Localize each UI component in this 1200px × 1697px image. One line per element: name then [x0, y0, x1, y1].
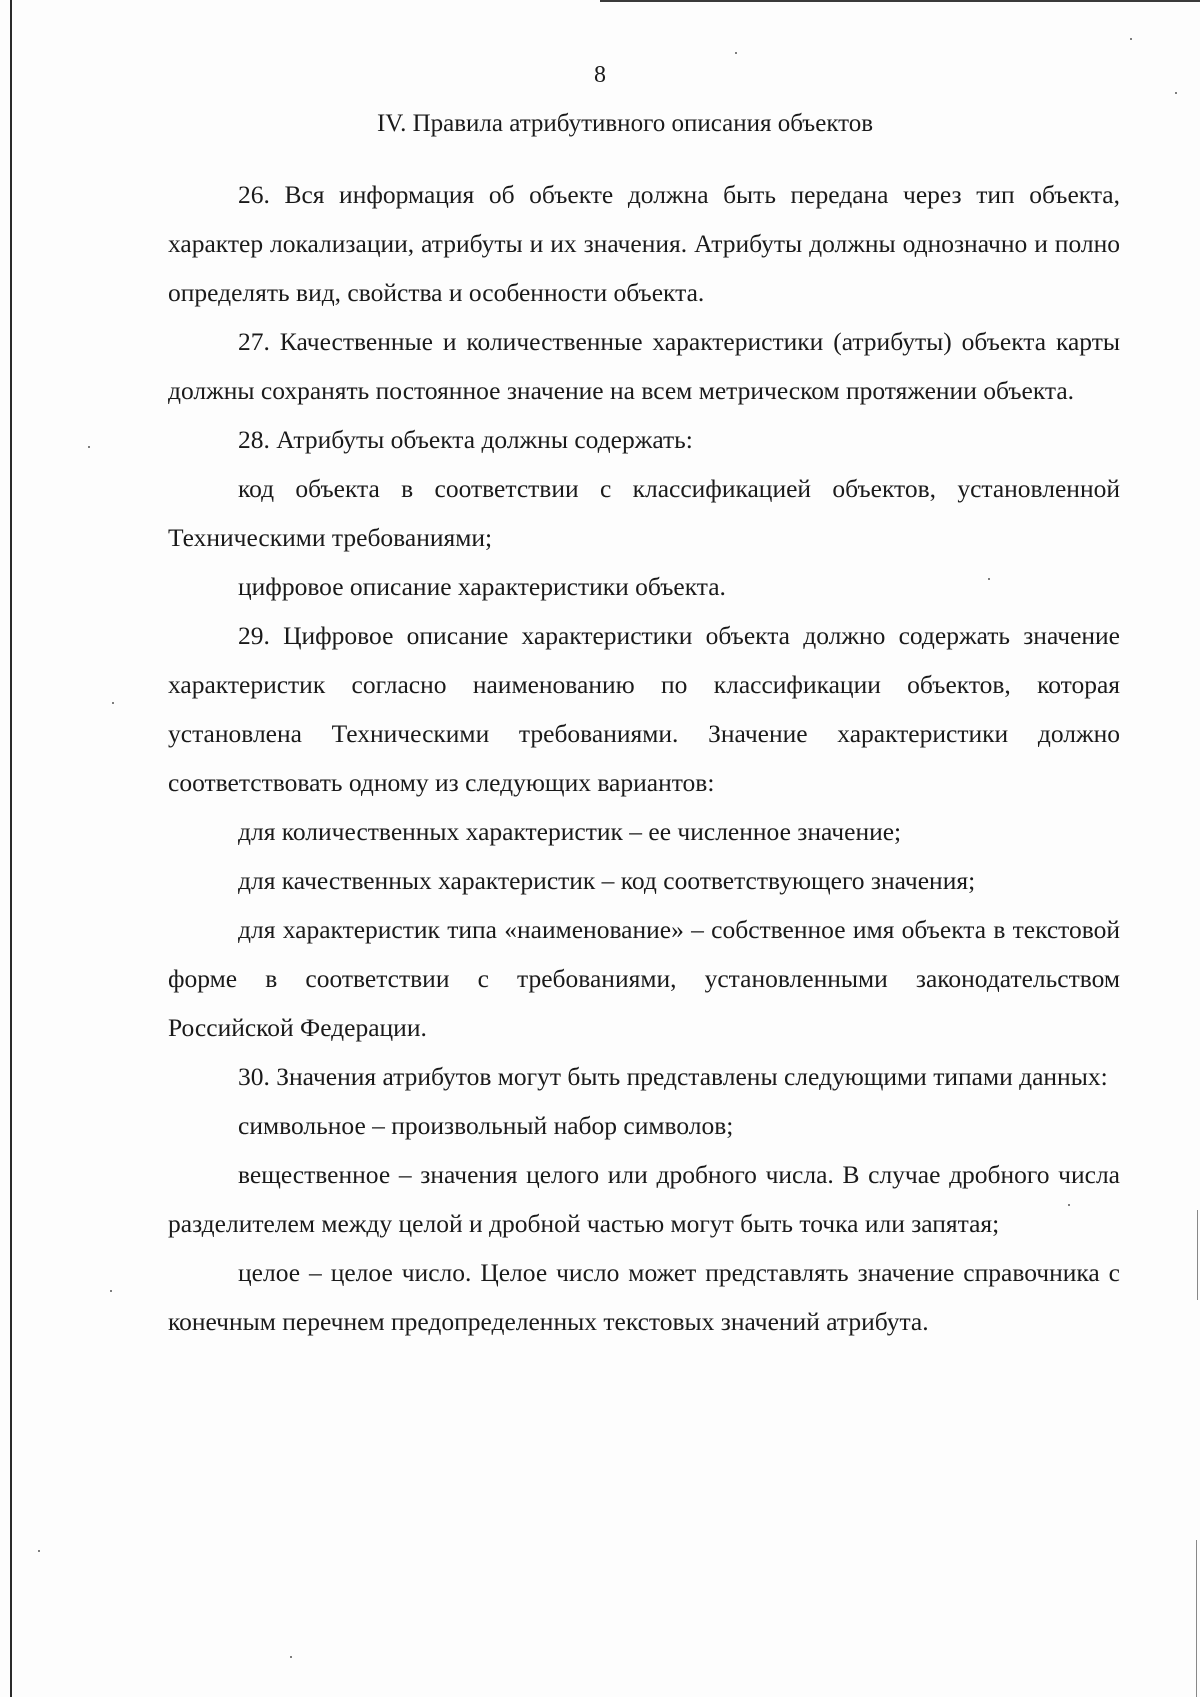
- list-item: для качественных характеристик – код соответствующего значения;: [238, 866, 976, 895]
- paragraph-27: 27. Качественные и количественные характеристики (атрибуты) объекта карты должны сохранять постоянное значение на всем метрическом протяжении объекта.: [168, 327, 1120, 405]
- list-item: для характеристик типа «наименование» – собственное имя объекта в текстовой форме в соответствии с требованиями, установленными законодательством Российской Федерации.: [168, 915, 1120, 1042]
- section-title: IV. Правила атрибутивного описания объектов: [376, 110, 874, 137]
- scan-speck: [290, 1656, 292, 1658]
- scan-left-edge: [10, 0, 12, 1697]
- scan-speck: [1130, 38, 1132, 40]
- list-item: символьное – произвольный набор символов;: [238, 1111, 734, 1140]
- paragraph-29: 29. Цифровое описание характеристики объекта должно содержать значение характеристик согласно наименованию по классификации объектов, которая установлена Техническими требованиями. Значение характеристики должно соответствовать одному из следующих вариантов:: [168, 621, 1120, 797]
- scan-right-mark: [1196, 1540, 1197, 1697]
- scan-speck: [38, 1550, 40, 1552]
- list-item: цифровое описание характеристики объекта.: [238, 572, 726, 601]
- scan-speck: [110, 1290, 112, 1292]
- list-item: для количественных характеристик – ее численное значение;: [238, 817, 902, 846]
- paragraph-28: 28. Атрибуты объекта должны содержать:: [238, 425, 693, 454]
- page-number: 8: [594, 62, 606, 88]
- scan-speck: [88, 446, 90, 448]
- list-item: код объекта в соответствии с классификацией объектов, установленной Техническими требованиями;: [168, 474, 1120, 552]
- list-item: вещественное – значения целого или дробного числа. В случае дробного числа разделителем между целой и дробной частью могут быть точка или запятая;: [168, 1160, 1120, 1238]
- scan-speck: [735, 52, 737, 54]
- body-text: [168, 170, 1120, 1346]
- scan-right-mark: [1197, 1210, 1198, 1300]
- paragraph-26: 26. Вся информация об объекте должна быть передана через тип объекта, характер локализации, атрибуты и их значения. Атрибуты должны однозначно и полно определять вид, свойства и особенности объекта.: [168, 180, 1120, 307]
- paragraph-30: 30. Значения атрибутов могут быть представлены следующими типами данных:: [238, 1062, 1108, 1091]
- scan-speck: [1175, 92, 1177, 94]
- scan-speck: [112, 702, 114, 704]
- list-item: целое – целое число. Целое число может представлять значение справочника с конечным перечнем предопределенных текстовых значений атрибута.: [168, 1258, 1120, 1336]
- scan-top-edge: [600, 0, 1200, 2]
